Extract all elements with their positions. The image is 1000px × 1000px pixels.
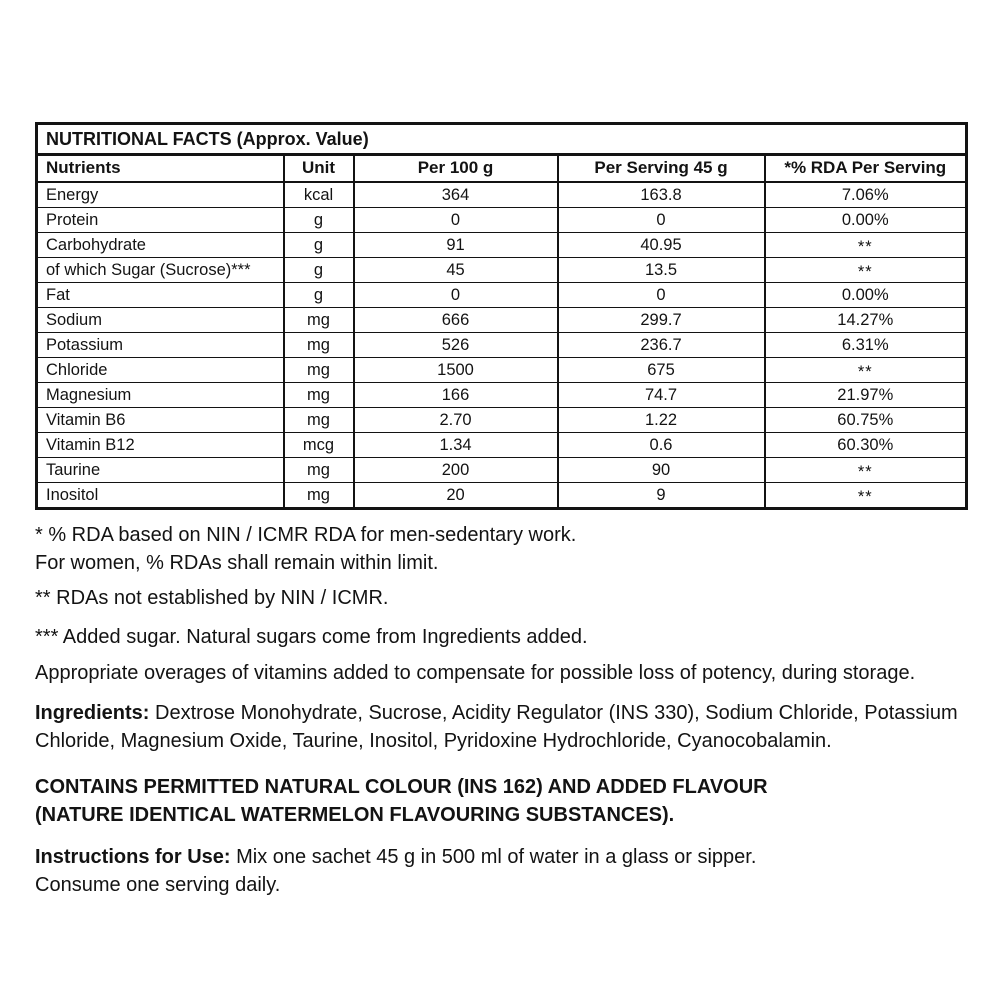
per-serving-cell: 299.7 — [558, 308, 765, 333]
table-title-row — [37, 124, 967, 155]
rda-cell: ** — [765, 485, 967, 511]
rda-cell: ** — [765, 235, 967, 260]
nutrient-cell: Fat — [37, 283, 284, 308]
table-row — [37, 358, 967, 383]
unit-cell: g — [284, 233, 354, 258]
contains-line-1: CONTAINS PERMITTED NATURAL COLOUR (INS 162) AND ADDED FLAVOUR — [35, 776, 768, 798]
per-100g-cell: 45 — [354, 258, 558, 283]
unit-cell: mg — [284, 408, 354, 433]
col-header-per-100g: Per 100 g — [354, 155, 558, 183]
table-row — [37, 483, 967, 509]
per-100g-cell: 2.70 — [354, 408, 558, 433]
instructions-line-1 — [35, 843, 965, 871]
instructions-paragraph — [35, 843, 965, 899]
table-row — [37, 283, 967, 308]
nutrient-cell: of which Sugar (Sucrose)*** — [37, 258, 284, 283]
nutrition-label-sheet — [35, 122, 965, 899]
rda-cell: ** — [765, 460, 967, 485]
contains-statement — [35, 773, 965, 829]
per-100g-cell: 1.34 — [354, 433, 558, 458]
footnote-rda-basis: * % RDA based on NIN / ICMR RDA for men-sedentary work. — [35, 524, 577, 546]
per-100g-cell: 0 — [354, 283, 558, 308]
table-header-row — [37, 155, 967, 183]
per-serving-cell: 90 — [558, 458, 765, 483]
per-serving-cell: 236.7 — [558, 333, 765, 358]
nutrient-cell: Vitamin B6 — [37, 408, 284, 433]
per-serving-cell: 163.8 — [558, 182, 765, 208]
unit-cell: g — [284, 258, 354, 283]
instructions-line-2: Consume one serving daily. — [35, 874, 281, 896]
nutrient-cell: Taurine — [37, 458, 284, 483]
nutrient-cell: Carbohydrate — [37, 233, 284, 258]
table-row — [37, 333, 967, 358]
table-row — [37, 182, 967, 208]
nutrient-cell: Chloride — [37, 358, 284, 383]
per-serving-cell: 0.6 — [558, 433, 765, 458]
nutrient-cell: Energy — [37, 182, 284, 208]
unit-cell: mcg — [284, 433, 354, 458]
ingredients-text: Dextrose Monohydrate, Sucrose, Acidity Regulator (INS 330), Sodium Chloride, Potassium Chloride, Magnesium Oxide, Taurine, Inositol, Pyridoxine Hydrochloride, Cyanocobalamin. — [35, 702, 958, 752]
per-100g-cell: 200 — [354, 458, 558, 483]
per-serving-cell: 675 — [558, 358, 765, 383]
footnote-overages: Appropriate overages of vitamins added to compensate for possible loss of potency, during storage. — [35, 662, 916, 684]
col-header-nutrients: Nutrients — [37, 155, 284, 183]
table-row — [37, 258, 967, 283]
per-100g-cell: 20 — [354, 483, 558, 509]
table-row — [37, 433, 967, 458]
per-100g-cell: 0 — [354, 208, 558, 233]
table-row — [37, 208, 967, 233]
rda-cell: ** — [765, 360, 967, 385]
rda-cell: 6.31% — [765, 333, 967, 358]
per-100g-cell: 364 — [354, 182, 558, 208]
table-row — [37, 408, 967, 433]
rda-cell: 21.97% — [765, 383, 967, 408]
table-row — [37, 308, 967, 333]
nutrient-cell: Potassium — [37, 333, 284, 358]
unit-cell: mg — [284, 483, 354, 509]
per-serving-cell: 13.5 — [558, 258, 765, 283]
unit-cell: mg — [284, 358, 354, 383]
instructions-text: Mix one sachet 45 g in 500 ml of water in a glass or sipper. — [230, 846, 757, 868]
nutrient-cell: Inositol — [37, 483, 284, 509]
per-100g-cell: 666 — [354, 308, 558, 333]
instructions-label: Instructions for Use: — [35, 846, 231, 868]
col-header-per-serving: Per Serving 45 g — [558, 155, 765, 183]
table-row — [37, 458, 967, 483]
rda-cell: 14.27% — [765, 308, 967, 333]
table-title: NUTRITIONAL FACTS (Approx. Value) — [37, 124, 967, 155]
per-100g-cell: 1500 — [354, 358, 558, 383]
ingredients-label: Ingredients: — [35, 702, 150, 724]
footnote-triple-star: *** Added sugar. Natural sugars come from Ingredients added. — [35, 626, 588, 648]
footnote-women: For women, % RDAs shall remain within limit. — [35, 552, 439, 574]
unit-cell: mg — [284, 308, 354, 333]
per-serving-cell: 74.7 — [558, 383, 765, 408]
nutrient-cell: Vitamin B12 — [37, 433, 284, 458]
rda-cell: 7.06% — [765, 182, 967, 208]
rda-cell: 60.75% — [765, 408, 967, 433]
table-row — [37, 383, 967, 408]
per-serving-cell: 1.22 — [558, 408, 765, 433]
rda-cell: 60.30% — [765, 433, 967, 458]
footnote-double-star: ** RDAs not established by NIN / ICMR. — [35, 587, 389, 609]
per-serving-cell: 0 — [558, 208, 765, 233]
contains-line-2: (NATURE IDENTICAL WATERMELON FLAVOURING SUBSTANCES). — [35, 804, 675, 826]
rda-cell: 0.00% — [765, 208, 967, 233]
unit-cell: kcal — [284, 182, 354, 208]
unit-cell: mg — [284, 333, 354, 358]
col-header-rda: *% RDA Per Serving — [765, 155, 967, 183]
nutrient-cell: Magnesium — [37, 383, 284, 408]
table-row — [37, 233, 967, 258]
unit-cell: mg — [284, 383, 354, 408]
per-serving-cell: 0 — [558, 283, 765, 308]
nutrient-cell: Sodium — [37, 308, 284, 333]
per-serving-cell: 40.95 — [558, 233, 765, 258]
per-100g-cell: 91 — [354, 233, 558, 258]
per-100g-cell: 166 — [354, 383, 558, 408]
rda-cell: 0.00% — [765, 283, 967, 308]
unit-cell: mg — [284, 458, 354, 483]
nutrient-cell: Protein — [37, 208, 284, 233]
rda-cell: ** — [765, 260, 967, 285]
per-serving-cell: 9 — [558, 483, 765, 509]
nutritional-facts-table — [35, 122, 968, 510]
col-header-unit: Unit — [284, 155, 354, 183]
unit-cell: g — [284, 283, 354, 308]
unit-cell: g — [284, 208, 354, 233]
ingredients-paragraph — [35, 699, 965, 755]
per-100g-cell: 526 — [354, 333, 558, 358]
